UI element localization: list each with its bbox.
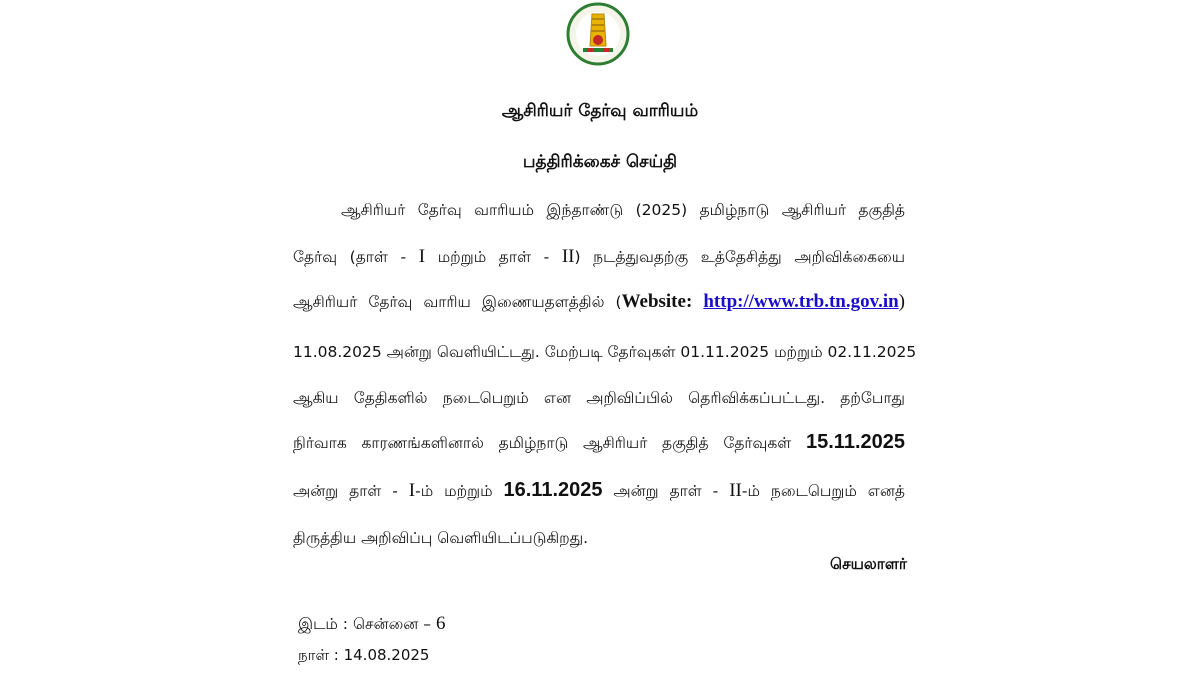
place-line: இடம் : சென்னை – 6 [298, 613, 446, 634]
body-line-6: நிர்வாக காரணங்களினால் தமிழ்நாடு ஆசிரியர் தகுதித் தேர்வுகள் 15.11.2025 [293, 431, 905, 453]
signatory: செயலாளர் [830, 555, 907, 573]
body-line-3: ஆசிரியர் தேர்வு வாரிய இணையதளத்தில் (Website: http://www.trb.tn.gov.in) [293, 291, 905, 312]
paper-1-numeral: I [418, 246, 426, 267]
website-label: Website: [621, 291, 693, 312]
body-line-7: அன்று தாள் - I-ம் மற்றும் 16.11.2025 அன்று தாள் - II-ம் நடைபெறும் எனத் [293, 479, 905, 501]
body-line-2: தேர்வு (தாள் - I மற்றும் தாள் - II) நடத்துவதற்கு உத்தேசித்து அறிவிக்கையை [293, 246, 905, 267]
paper-1-exam-date: 15.11.2025 [806, 431, 905, 453]
paper-2-exam-date: 16.11.2025 [503, 479, 603, 501]
date-line: நாள் : 14.08.2025 [298, 646, 430, 664]
body-line-8: திருத்திய அறிவிப்பு வெளியிடப்படுகிறது. [293, 529, 589, 547]
paper-2-numeral: II [561, 246, 575, 267]
body-line-4: 11.08.2025 அன்று வெளியிட்டது. மேற்படி தேர்வுகள் 01.11.2025 மற்றும் 02.11.2025 [293, 343, 917, 361]
body-line-5: ஆகிய தேதிகளில் நடைபெறும் என அறிவிப்பில் தெரிவிக்கப்பட்டது. தற்போது [293, 389, 905, 407]
organization-title: ஆசிரியர் தேர்வு வாரியம் [501, 101, 699, 121]
press-release-title: பத்திரிக்கைச் செய்தி [522, 152, 678, 172]
tamil-nadu-emblem-icon [561, 2, 635, 66]
body-line-1: ஆசிரியர் தேர்வு வாரியம் இந்தாண்டு (2025) தமிழ்நாடு ஆசிரியர் தகுதித் [341, 201, 905, 219]
website-link[interactable]: http://www.trb.tn.gov.in [703, 291, 899, 312]
